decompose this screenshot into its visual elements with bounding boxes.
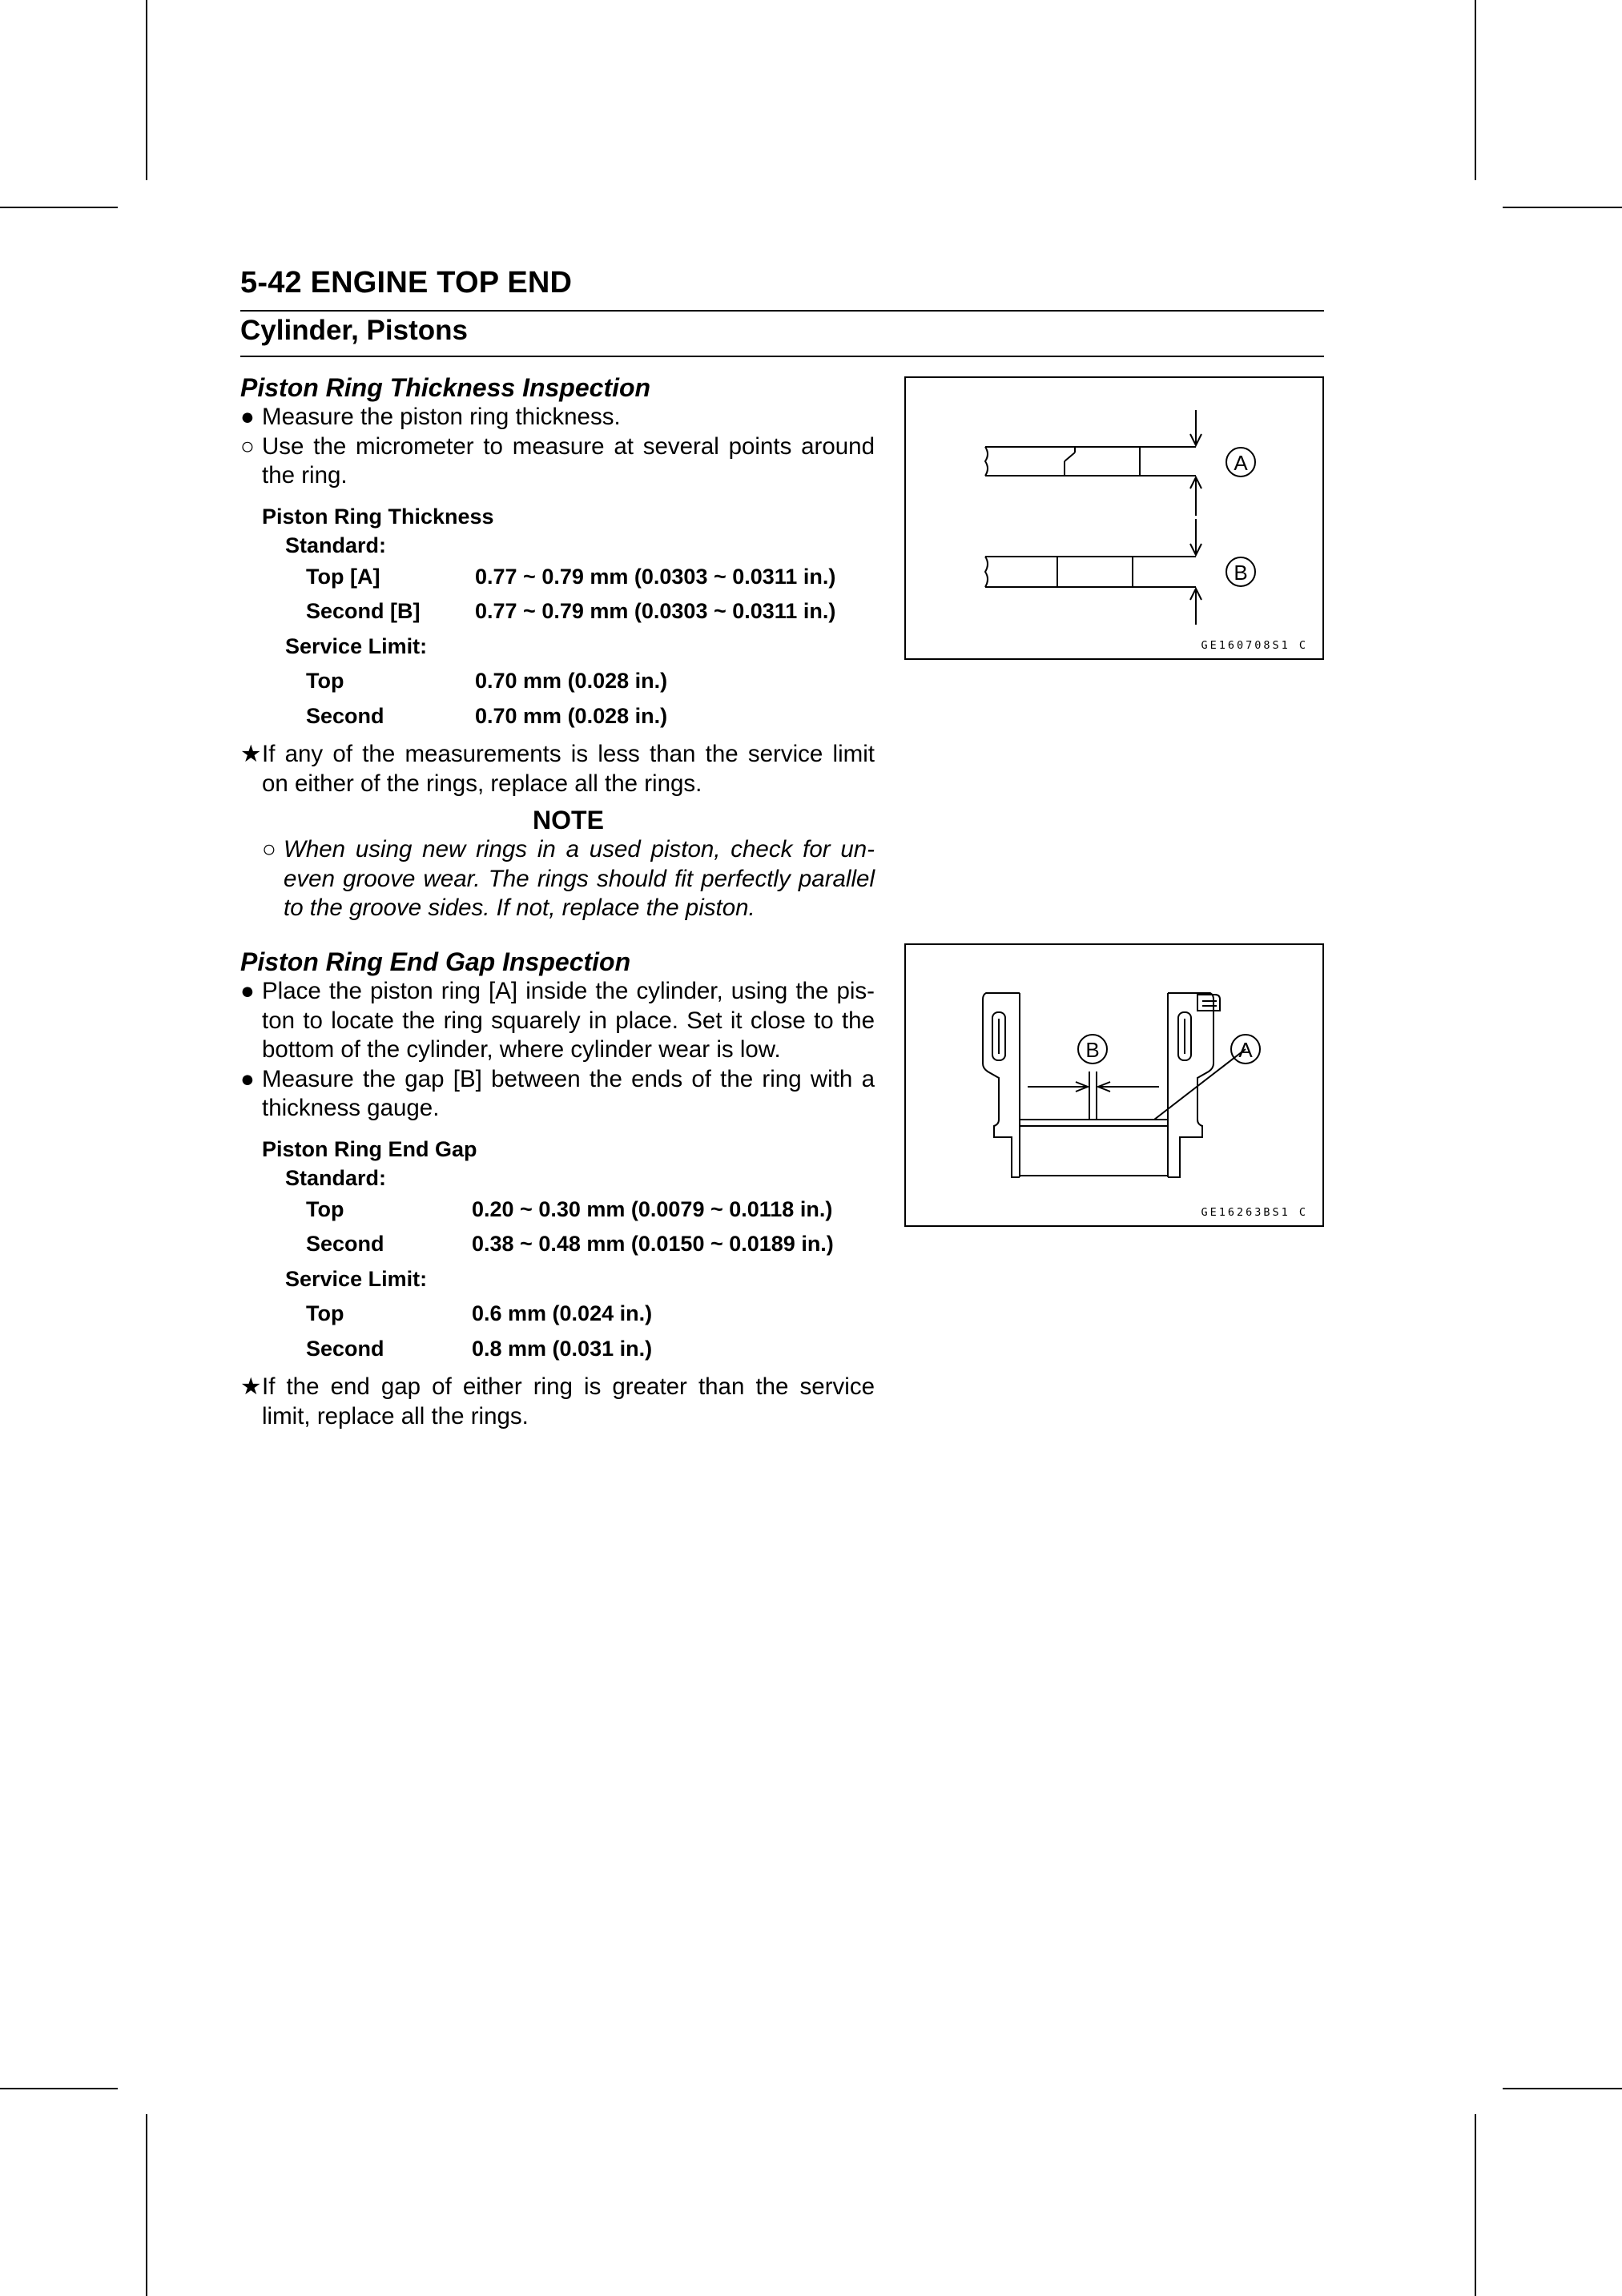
thickness-step-1 [240, 403, 875, 432]
figure-ring-thickness [904, 376, 1324, 660]
crop-mark [1475, 2114, 1476, 2296]
figure-code: GE16263BS1 C [1201, 1206, 1308, 1219]
spec-title-row [262, 502, 875, 531]
ring-end-gap-drawing [906, 945, 1326, 1228]
callout-a-label: A [1234, 451, 1248, 475]
spec-row [262, 1192, 875, 1228]
header-rule [240, 310, 1324, 312]
spec-label: Top [306, 1301, 344, 1325]
endgap-action [240, 1373, 875, 1431]
spec-label: Top [A] [306, 564, 380, 589]
spec-title: Piston Ring Thickness [262, 504, 494, 529]
callout-b-label: B [1234, 561, 1248, 585]
substep-marker: ○ [262, 836, 276, 863]
spec-value: 0.38 ~ 0.48 mm (0.0150 ~ 0.0189 in.) [472, 1232, 834, 1256]
spec-standard-row [262, 1164, 875, 1192]
spec-row [262, 1227, 875, 1262]
spec-value: 0.77 ~ 0.79 mm (0.0303 ~ 0.0311 in.) [475, 599, 836, 623]
substep-marker: ○ [240, 432, 255, 460]
note-text: When using new rings in a used piston, check for un-even groove wear. The rings should fit perfectly parallel to the groove sides. If not, replace the piston. [284, 836, 875, 921]
spec-label: Second [306, 703, 384, 728]
endgap-step-1 [240, 977, 875, 1065]
figure-code: GE160708S1 C [1201, 639, 1308, 652]
star-marker: ★ [240, 1373, 262, 1400]
step-text: Place the piston ring [A] inside the cylinder, using the pis-ton to locate the ring squarely in place. Set it close to the bottom of the cylinder, where cylinder wear is low. [262, 978, 875, 1063]
crop-mark [0, 207, 118, 208]
step-text: Measure the piston ring thickness. [262, 404, 621, 430]
spec-label: Second [B] [306, 599, 421, 623]
endgap-spec-table [240, 1135, 875, 1367]
thickness-heading: Piston Ring Thickness Inspection [240, 373, 651, 402]
crop-mark [0, 2088, 118, 2089]
spec-standard-label: Standard: [285, 1165, 387, 1190]
spec-value: 0.8 mm (0.031 in.) [472, 1336, 653, 1361]
spec-standard-label: Standard: [285, 533, 387, 557]
callout-a-label: A [1238, 1038, 1253, 1062]
thickness-action [240, 740, 875, 798]
spec-value: 0.20 ~ 0.30 mm (0.0079 ~ 0.0118 in.) [472, 1196, 833, 1221]
ring-thickness-drawing [906, 378, 1326, 661]
bullet-marker: ● [240, 404, 255, 430]
spec-standard-row [262, 531, 875, 560]
endgap-section [240, 947, 875, 1431]
spec-row [262, 560, 875, 595]
spec-value: 0.77 ~ 0.79 mm (0.0303 ~ 0.0311 in.) [475, 564, 836, 589]
spec-label: Top [306, 669, 344, 693]
endgap-step-2 [240, 1065, 875, 1124]
star-marker: ★ [240, 741, 262, 767]
thickness-section [240, 372, 875, 923]
subtitle-rule [240, 356, 1324, 357]
spec-title: Piston Ring End Gap [262, 1136, 477, 1161]
step-text: Use the micrometer to measure at several points around the ring. [262, 432, 875, 489]
spec-limit-label: Service Limit: [285, 633, 428, 658]
spec-label: Top [306, 1196, 344, 1221]
thickness-spec-table [240, 502, 875, 734]
spec-row [262, 1332, 875, 1367]
step-text: Measure the gap [B] between the ends of the ring with a thickness gauge. [262, 1065, 875, 1121]
spec-row [262, 1297, 875, 1332]
spec-value: 0.70 mm (0.028 in.) [475, 669, 668, 693]
crop-mark [146, 0, 147, 180]
action-text: If the end gap of either ring is greater than the service limit, replace all the rings. [262, 1373, 875, 1429]
bullet-marker: ● [240, 1065, 255, 1092]
thickness-step-2 [240, 432, 875, 491]
callout-b-label: B [1085, 1038, 1100, 1062]
spec-value: 0.70 mm (0.028 in.) [475, 703, 668, 728]
endgap-heading: Piston Ring End Gap Inspection [240, 947, 631, 976]
spec-limit-row [262, 1262, 875, 1297]
spec-row [262, 664, 875, 699]
section-title: Cylinder, Pistons [240, 315, 468, 346]
crop-mark [146, 2114, 147, 2296]
note-body [262, 835, 875, 923]
spec-label: Second [306, 1232, 384, 1256]
crop-mark [1503, 2088, 1622, 2089]
bullet-marker: ● [240, 978, 255, 1004]
spec-limit-row [262, 629, 875, 665]
spec-limit-label: Service Limit: [285, 1266, 428, 1291]
page-title: 5-42 ENGINE TOP END [240, 266, 573, 300]
spec-row [262, 699, 875, 734]
spec-row [262, 594, 875, 629]
spec-label: Second [306, 1336, 384, 1361]
note-heading: NOTE [533, 806, 604, 834]
crop-mark [1475, 0, 1476, 180]
figure-ring-end-gap [904, 943, 1324, 1227]
spec-value: 0.6 mm (0.024 in.) [472, 1301, 653, 1325]
crop-mark [1503, 207, 1622, 208]
action-text: If any of the measurements is less than the service limit on either of the rings, replace all the rings. [262, 741, 875, 797]
spec-title-row [262, 1135, 875, 1164]
